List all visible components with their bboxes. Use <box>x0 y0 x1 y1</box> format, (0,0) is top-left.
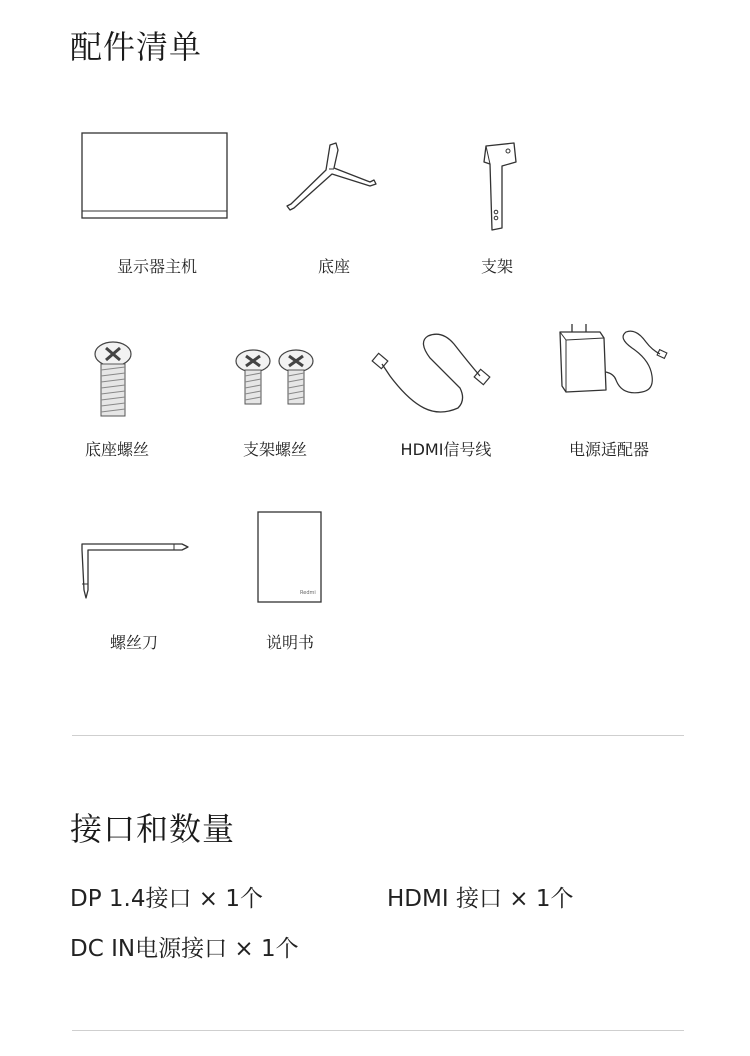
power-adapter-icon <box>552 320 672 400</box>
divider-top <box>72 735 684 736</box>
item-label-base: 底座 <box>317 257 351 276</box>
accessories-title: 配件清单 <box>70 28 203 66</box>
item-label-power-adapter: 电源适配器 <box>568 440 650 459</box>
item-label-bracket: 支架 <box>480 257 514 276</box>
port-dc-in: DC IN电源接口 × 1个 <box>70 936 299 962</box>
item-label-monitor: 显示器主机 <box>116 257 198 276</box>
port-hdmi: HDMI 接口 × 1个 <box>387 886 574 912</box>
port-dp: DP 1.4接口 × 1个 <box>70 886 263 912</box>
item-label-bracket-screw: 支架螺丝 <box>242 440 308 459</box>
manual-brand-text: Redmi <box>300 590 316 596</box>
divider-bottom <box>72 1030 684 1031</box>
screwdriver-icon <box>78 538 193 603</box>
hdmi-cable-icon <box>368 330 503 420</box>
item-label-screwdriver: 螺丝刀 <box>109 633 159 652</box>
bracket-screws-icon <box>233 348 318 408</box>
item-label-manual: 说明书 <box>265 633 315 652</box>
ports-title: 接口和数量 <box>70 810 236 848</box>
item-label-base-screw: 底座螺丝 <box>84 440 150 459</box>
item-label-hdmi-cable: HDMI信号线 <box>400 440 492 459</box>
base-screw-icon <box>88 340 138 420</box>
bracket-icon <box>478 140 520 235</box>
monitor-icon <box>80 130 230 222</box>
base-stand-icon <box>282 140 382 215</box>
